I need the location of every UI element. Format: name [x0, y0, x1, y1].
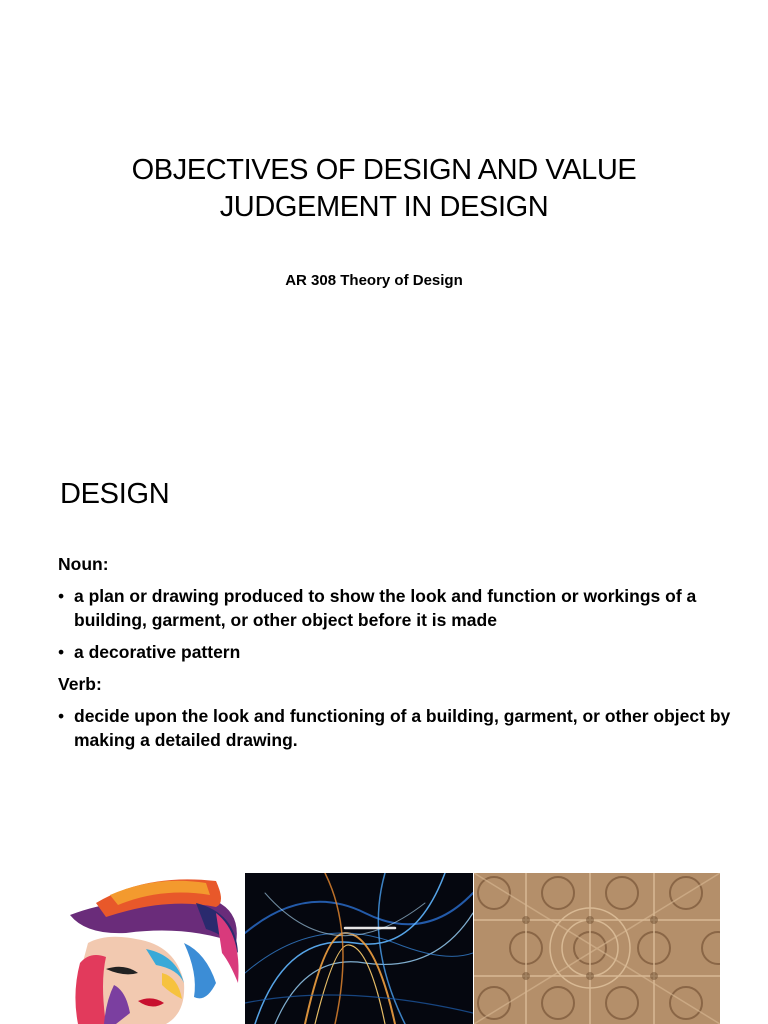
verb-heading: Verb:: [58, 674, 102, 694]
image-strip: [66, 873, 720, 1024]
noun-definition-2: a decorative pattern: [74, 642, 241, 662]
bullet-icon: •: [58, 642, 65, 662]
verb-definition-1: decide upon the look and functioning of a building, garment, or other object by making a detailed drawing.: [74, 706, 731, 750]
slide-subtitle: AR 308 Theory of Design: [285, 272, 463, 289]
carved-ornament-pattern-image: [474, 873, 720, 1024]
content-slide: [0, 440, 768, 1024]
noun-heading: Noun:: [58, 554, 109, 574]
title-slide: [0, 0, 768, 430]
list-item: [56, 704, 756, 752]
list-item: [56, 640, 756, 664]
definition-body: [56, 552, 756, 760]
list-item: [56, 584, 756, 632]
slide-title-line1: OBJECTIVES OF DESIGN AND VALUE: [131, 154, 637, 186]
abstract-light-swirl-image: [245, 873, 473, 1024]
slide-title: [0, 152, 768, 226]
content-slide-title: DESIGN: [60, 478, 170, 510]
colorful-face-art-image: [66, 873, 244, 1024]
bullet-icon: •: [58, 706, 65, 726]
bullet-icon: •: [58, 586, 65, 606]
noun-definition-1: a plan or drawing produced to show the look and function or workings of a building, garment, or other object before it is made: [74, 586, 697, 630]
slide-title-line2: JUDGEMENT IN DESIGN: [219, 191, 549, 223]
